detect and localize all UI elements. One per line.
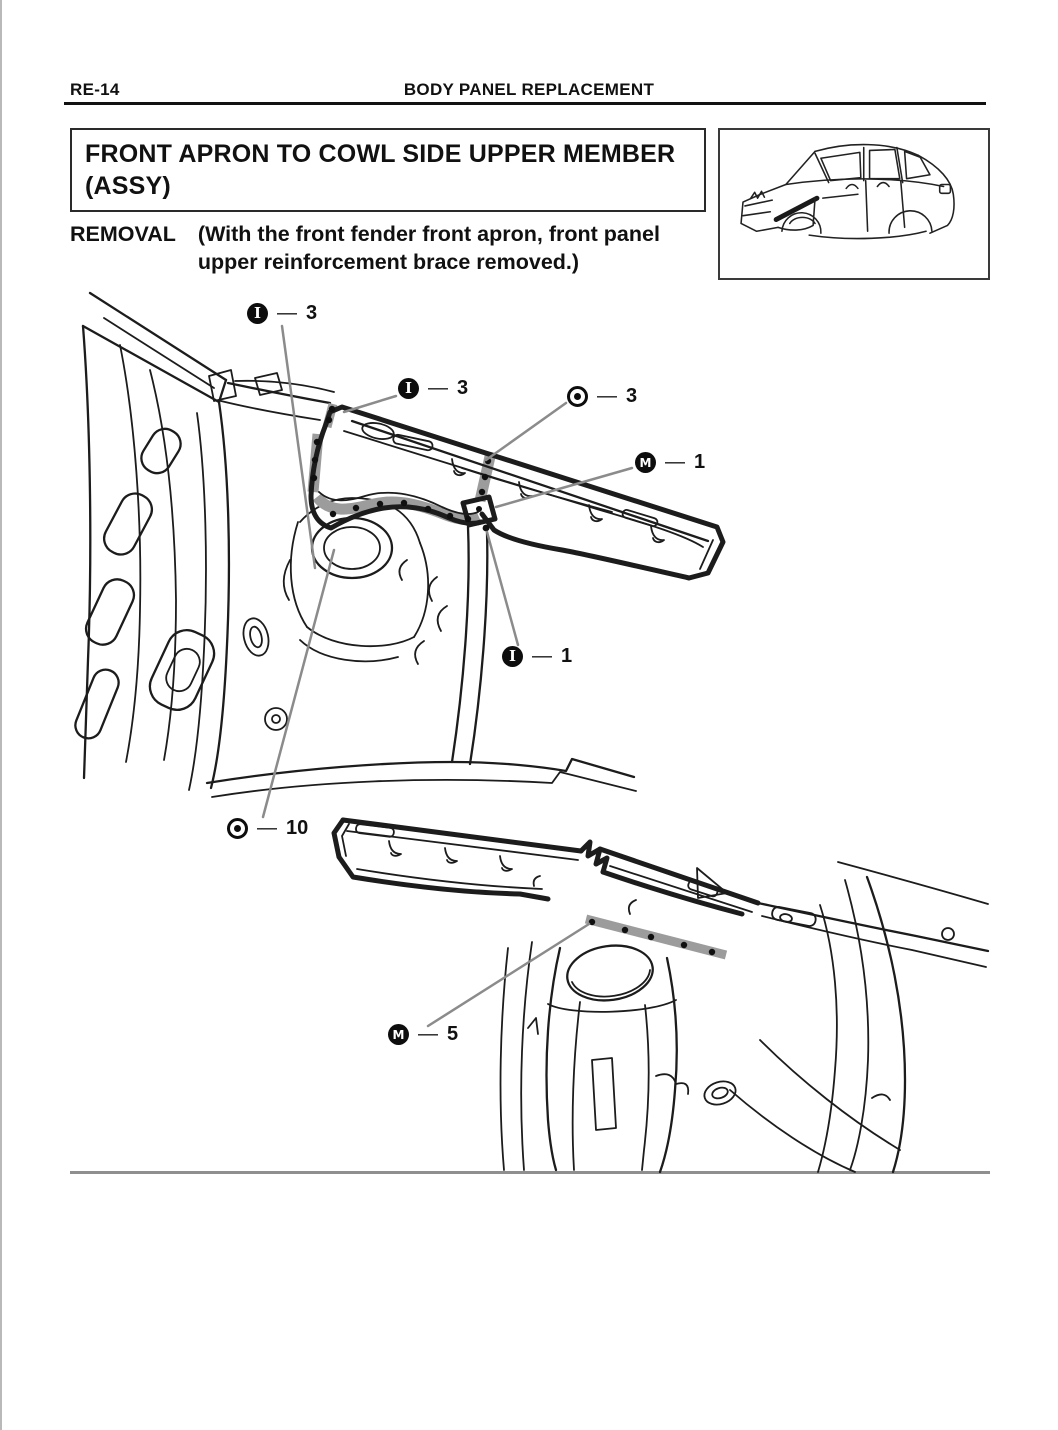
- weld-count: 3: [457, 377, 469, 399]
- weld-count: 1: [694, 451, 706, 473]
- procedure-title: FRONT APRON TO COWL SIDE UPPER MEMBER (ASSY): [85, 140, 676, 200]
- weld-count: 1: [561, 645, 573, 667]
- callout-dash: —: [532, 645, 552, 667]
- weld-count: 10: [286, 817, 309, 839]
- callout-braze-weld-a: [567, 385, 637, 408]
- weld-count: 5: [447, 1023, 459, 1045]
- mig-weld-icon: M: [388, 1024, 409, 1045]
- callout-dash: —: [597, 385, 617, 407]
- callout-mig-weld-b: [388, 1023, 458, 1046]
- callout-spot-weld-b: [398, 377, 468, 400]
- callout-dash: —: [257, 817, 277, 839]
- braze-weld-icon: [567, 386, 588, 407]
- spot-weld-icon: I: [398, 378, 419, 399]
- callout-spot-weld-c: [502, 645, 572, 668]
- braze-weld-icon: [227, 818, 248, 839]
- upper-assembly-drawing: [71, 293, 723, 797]
- callout-mig-weld-a: [635, 451, 705, 474]
- lower-assembly-drawing: [334, 820, 988, 1172]
- spot-weld-icon: I: [247, 303, 268, 324]
- section-title: BODY PANEL REPLACEMENT: [403, 80, 655, 99]
- spot-weld-icon: I: [502, 646, 523, 667]
- leader-lines: [263, 326, 632, 1026]
- callout-dash: —: [428, 377, 448, 399]
- removal-heading: REMOVAL: [70, 222, 176, 246]
- page-number: RE-14: [70, 80, 120, 99]
- weld-count: 3: [626, 385, 638, 407]
- callout-braze-weld-b: [227, 817, 308, 840]
- callout-spot-weld-a: [247, 302, 317, 325]
- callout-dash: —: [418, 1023, 438, 1045]
- callout-dash: —: [665, 451, 685, 473]
- mig-weld-icon: M: [635, 452, 656, 473]
- removal-note: (With the front fender front apron, front panel upper reinforcement brace removed.): [197, 222, 660, 274]
- callout-dash: —: [277, 302, 297, 324]
- weld-count: 3: [306, 302, 318, 324]
